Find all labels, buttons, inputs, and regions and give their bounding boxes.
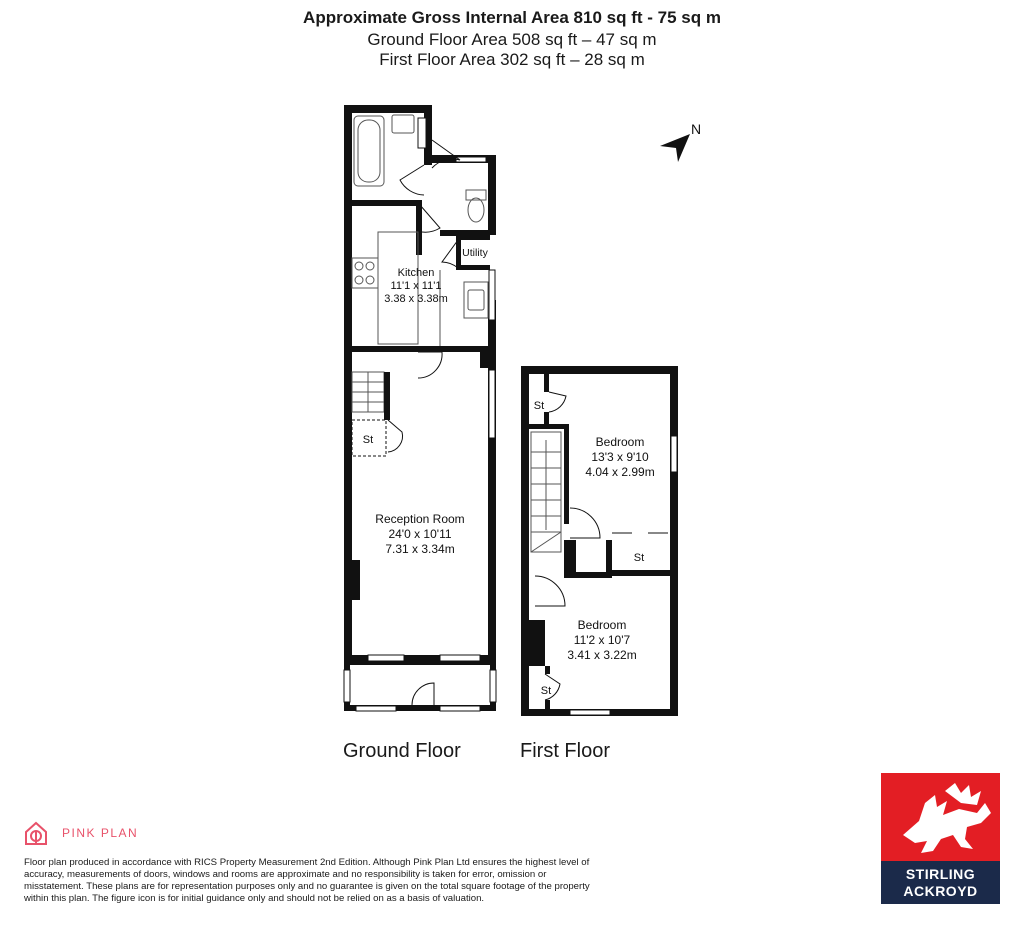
pink-plan-brand: PINK PLAN [62, 826, 139, 840]
logo-name-panel [881, 861, 1000, 904]
logo-line-1: STIRLING [905, 866, 976, 882]
first-floor-plan [521, 366, 678, 716]
bedroom1-metric: 4.04 x 2.99m [585, 465, 655, 479]
stirling-ackroyd-logo [881, 773, 1000, 904]
north-arrow-icon [660, 121, 701, 162]
bedroom2-name: Bedroom [577, 618, 627, 632]
first-floor-label: First Floor [520, 740, 610, 762]
reception-name: Reception Room [375, 512, 465, 526]
ff-store-bottom-name: St [540, 685, 552, 697]
disclaimer-text: Floor plan produced in accordance with RICS Property Measurement 2nd Edition. Although Pink Plan Ltd ensures the highest level of accuracy, measurements of doors, windows and rooms are approximate and no responsibility is taken for error, omission or misstatement. These plans are for representation purposes only and no guarantee is given on the total square footage of the property within this plan. The figure icon is for initial guidance only and should not be relied on as a basis of valuation. [24, 857, 590, 904]
ground-floor-area: Ground Floor Area 508 sq ft – 47 sq m [367, 30, 657, 49]
ground-floor-label: Ground Floor [343, 740, 461, 762]
logo-line-2: ACKROYD [903, 883, 978, 899]
kitchen-name: Kitchen [397, 267, 435, 279]
ff-store-top-name: St [533, 400, 545, 412]
logo-griffin-panel [881, 773, 1000, 861]
reception-imperial: 24'0 x 10'11 [388, 527, 452, 541]
kitchen-metric: 3.38 x 3.38m [384, 293, 448, 305]
pink-plan-logo-icon [22, 818, 52, 848]
reception-metric: 7.31 x 3.34m [385, 542, 455, 556]
bedroom1-name: Bedroom [595, 435, 645, 449]
ground-store-name: St [362, 434, 374, 446]
griffin-icon [881, 773, 1000, 861]
north-label: N [691, 121, 702, 137]
ff-store-mid-name: St [633, 552, 645, 564]
ground-floor-plan [344, 105, 496, 711]
bedroom2-metric: 3.41 x 3.22m [567, 648, 637, 662]
gross-area-title: Approximate Gross Internal Area 810 sq ft - 75 sq m [303, 8, 721, 27]
bedroom1-imperial: 13'3 x 9'10 [591, 450, 649, 464]
kitchen-imperial: 11'1 x 11'1 [390, 280, 442, 292]
bedroom2-imperial: 11'2 x 10'7 [573, 633, 631, 647]
first-floor-area: First Floor Area 302 sq ft – 28 sq m [379, 50, 645, 69]
utility-name: Utility [462, 247, 488, 259]
